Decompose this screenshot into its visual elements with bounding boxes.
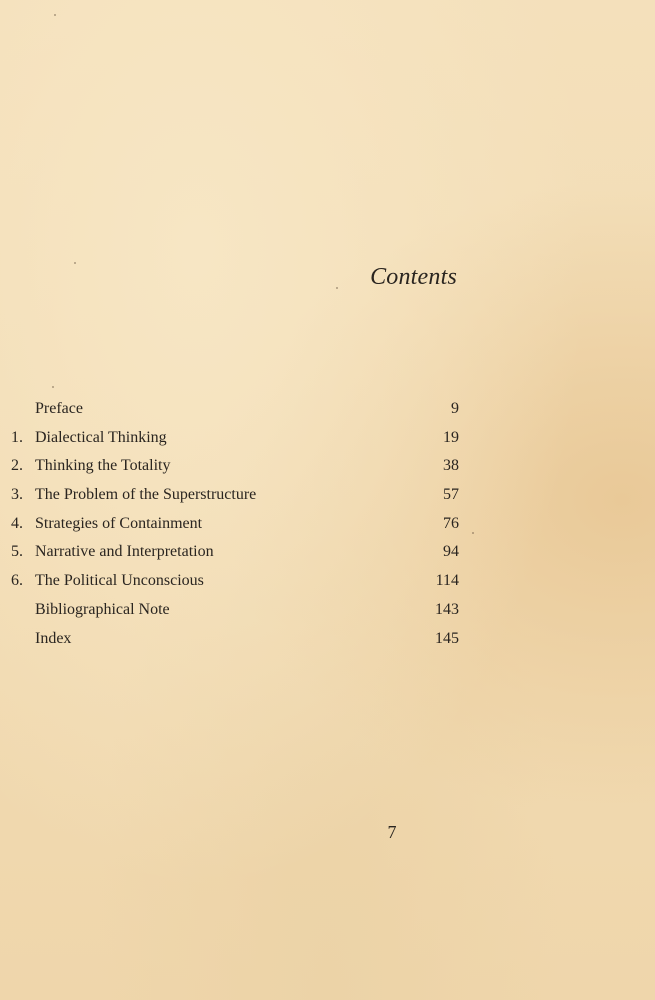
toc-entry-chapter-6 bbox=[0, 569, 655, 598]
toc-entry-page: 57 bbox=[443, 486, 459, 504]
toc-entry-page: 76 bbox=[443, 514, 459, 532]
toc-entry-preface bbox=[0, 397, 655, 426]
toc-entry-chapter-1 bbox=[0, 426, 655, 455]
toc-entry-page: 9 bbox=[451, 400, 459, 417]
toc-entry-index bbox=[0, 627, 655, 656]
toc-entry-label: The Problem of the Superstructure bbox=[35, 486, 257, 504]
toc-entry-page: 94 bbox=[443, 543, 459, 561]
toc-entry-chapter-2 bbox=[0, 454, 655, 483]
paper-speck bbox=[74, 262, 76, 264]
toc-entry-label: Index bbox=[35, 629, 72, 647]
toc-entry-chapter-3 bbox=[0, 483, 655, 512]
toc-entry-label: Preface bbox=[35, 400, 83, 417]
toc-entry-number: 5. bbox=[11, 543, 23, 561]
page-number: 7 bbox=[387, 822, 397, 842]
toc-entry-page: 143 bbox=[435, 600, 459, 618]
toc-entry-number: 2. bbox=[11, 457, 23, 475]
toc-entry-label: The Political Unconscious bbox=[35, 572, 204, 590]
page-title: Contents bbox=[370, 264, 457, 290]
toc-entry-number: 3. bbox=[11, 486, 23, 504]
toc-entry-label: Narrative and Interpretation bbox=[35, 543, 214, 561]
paper-speck bbox=[52, 386, 54, 388]
toc-entry-label: Strategies of Containment bbox=[35, 514, 203, 532]
toc-entry-number: 6. bbox=[11, 572, 23, 590]
toc-entry-page: 19 bbox=[443, 428, 459, 446]
table-of-contents bbox=[0, 397, 655, 655]
toc-entry-page: 145 bbox=[435, 629, 459, 647]
toc-entry-label: Bibliographical Note bbox=[35, 600, 170, 618]
toc-entry-page: 114 bbox=[435, 572, 459, 590]
toc-entry-page: 38 bbox=[443, 457, 459, 475]
toc-entry-chapter-5 bbox=[0, 540, 655, 569]
toc-entry-number: 1. bbox=[11, 428, 23, 446]
toc-entry-chapter-4 bbox=[0, 512, 655, 541]
toc-entry-label: Thinking the Totality bbox=[35, 457, 171, 475]
paper-speck bbox=[54, 14, 56, 16]
toc-entry-number: 4. bbox=[11, 514, 23, 532]
toc-entry-bibliographical-note bbox=[0, 598, 655, 627]
toc-entry-label: Dialectical Thinking bbox=[35, 428, 167, 446]
